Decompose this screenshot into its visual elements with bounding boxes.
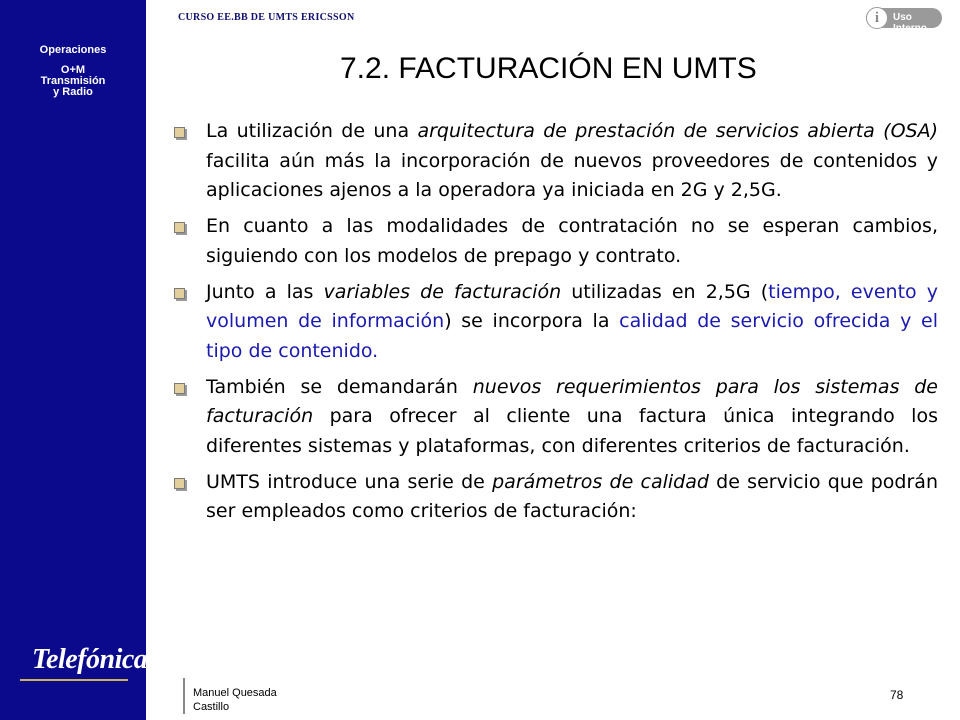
bullet-item: [170, 117, 938, 206]
author-surname: Castillo: [193, 701, 230, 713]
logo-underline: [20, 679, 128, 681]
bullet-highlight-text: calidad de servicio ofrecida y el tipo de contenido.: [206, 310, 938, 362]
slide-title: 7.2. FACTURACIÓN EN UMTS: [340, 52, 757, 85]
info-icon: i: [866, 7, 888, 29]
page-number: 78: [890, 688, 904, 702]
sidebar-subsection-label-2: Transmisión: [40, 75, 106, 87]
square-bullet-icon: [174, 288, 185, 299]
bullet-item: [170, 212, 938, 271]
bullet-highlight-text: tiempo, evento y volumen de información: [206, 280, 938, 332]
sidebar: [0, 0, 146, 720]
author: [193, 686, 277, 714]
square-bullet-icon: [174, 383, 185, 394]
bullet-italic-text: arquitectura de prestación de servicios abierta (OSA): [417, 120, 938, 142]
bullet-text: En cuanto a las modalidades de contratación no se esperan cambios, siguiendo con los modelos de prepago y contrato.: [206, 215, 938, 267]
footer-divider: [183, 678, 185, 714]
uso-interno-badge: [866, 8, 942, 34]
bullet-italic-text: nuevos requerimientos para los sistemas de facturación: [206, 375, 938, 427]
sidebar-subsection-label: O+M: [60, 64, 86, 76]
bullet-item: [170, 373, 938, 462]
bullet-italic-text: variables de facturación: [323, 280, 562, 303]
bullet-text: La utilización de una: [206, 120, 418, 142]
sidebar-section-label: Operaciones: [39, 44, 107, 56]
bullet-item: [170, 278, 938, 367]
bullet-text: ) se incorpora la: [444, 310, 620, 332]
square-bullet-icon: [174, 127, 185, 138]
bullet-text: para ofrecer al cliente una factura única integrando los diferentes sistemas y plataformas, con diferentes criterios de facturación.: [206, 405, 938, 457]
bullet-text: También se demandarán: [206, 375, 473, 398]
telefonica-logo: Telefónica: [32, 644, 148, 675]
bullet-text: facilita aún más la incorporación de nuevos proveedores de contenidos y aplicaciones ajenos a la operadora ya iniciada en 2G y 2,5G.: [206, 149, 938, 201]
author-name: Manuel Quesada: [193, 687, 277, 699]
sidebar-subsection-label-3: y Radio: [53, 86, 93, 98]
badge-label: Uso Interno: [893, 12, 927, 34]
bullet-text: de servicio que podrán ser empleados como criterios de facturación:: [206, 470, 938, 522]
bullet-text: Junto a las: [206, 280, 324, 303]
bullet-text: UMTS introduce una serie de: [206, 470, 493, 493]
course-header: CURSO EE.BB DE UMTS ERICSSON: [178, 12, 355, 23]
bullet-item: [170, 468, 938, 527]
bullet-italic-text: parámetros de calidad: [492, 470, 709, 493]
square-bullet-icon: [174, 222, 185, 233]
bullet-text: utilizadas en 2,5G (: [561, 280, 769, 303]
square-bullet-icon: [174, 478, 185, 489]
bullet-list: [170, 117, 938, 533]
